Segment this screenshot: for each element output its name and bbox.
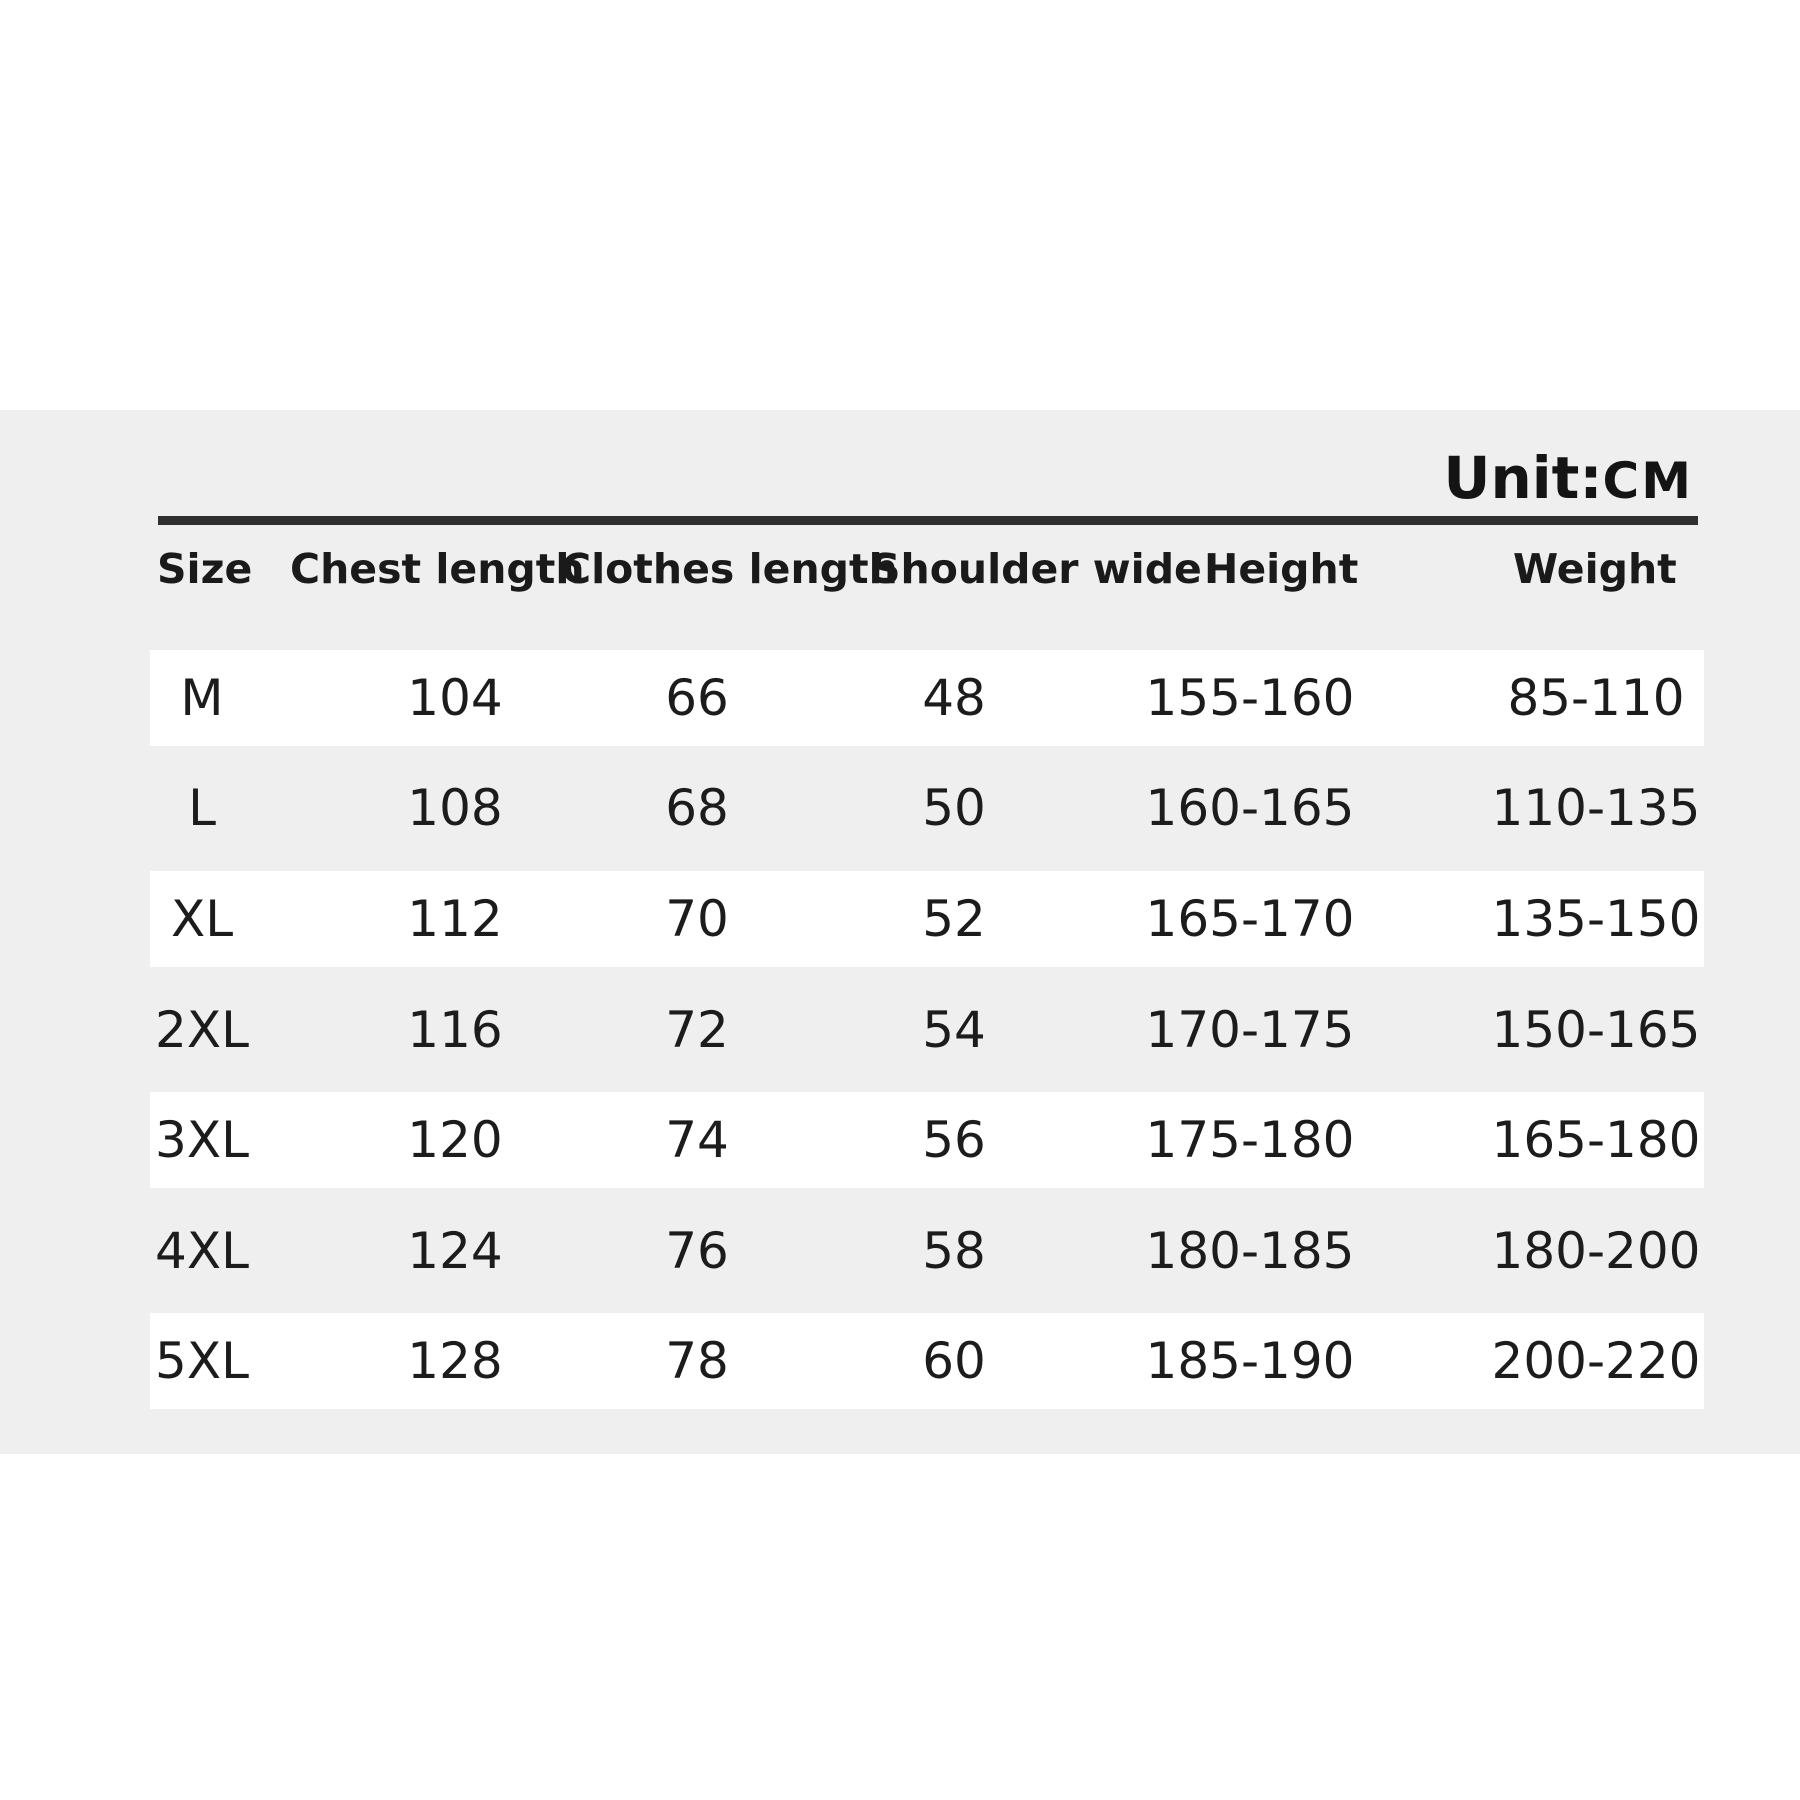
- cell-weight: 200-220: [1491, 1332, 1701, 1390]
- column-header-chest-length: Chest length: [290, 545, 585, 593]
- cell-weight: 135-150: [1491, 890, 1701, 948]
- unit-label: Unit:: [1443, 444, 1603, 512]
- cell-size: 4XL: [155, 1222, 249, 1280]
- cell-clothes-length: 70: [665, 890, 729, 948]
- cell-height: 165-170: [1145, 890, 1355, 948]
- table-row: [150, 1203, 1704, 1299]
- cell-clothes-length: 74: [665, 1111, 729, 1169]
- cell-clothes-length: 66: [665, 669, 729, 727]
- cell-weight: 165-180: [1491, 1111, 1701, 1169]
- cell-size: L: [188, 779, 216, 837]
- cell-size: 3XL: [155, 1111, 249, 1169]
- cell-shoulder-wide: 48: [922, 669, 986, 727]
- cell-size: M: [180, 669, 224, 727]
- cell-clothes-length: 78: [665, 1332, 729, 1390]
- table-row: [150, 650, 1704, 746]
- column-header-shoulder-wide: Shoulder wide: [871, 545, 1202, 593]
- cell-clothes-length: 72: [665, 1001, 729, 1059]
- cell-size: 2XL: [155, 1001, 249, 1059]
- table-row: [150, 871, 1704, 967]
- cell-chest-length: 112: [407, 890, 503, 948]
- cell-chest-length: 120: [407, 1111, 503, 1169]
- table-row: [150, 1092, 1704, 1188]
- cell-height: 170-175: [1145, 1001, 1355, 1059]
- table-header: [0, 545, 1800, 611]
- cell-shoulder-wide: 56: [922, 1111, 986, 1169]
- cell-height: 185-190: [1145, 1332, 1355, 1390]
- cell-chest-length: 128: [407, 1332, 503, 1390]
- cell-shoulder-wide: 60: [922, 1332, 986, 1390]
- cell-clothes-length: 76: [665, 1222, 729, 1280]
- cell-chest-length: 108: [407, 779, 503, 837]
- cell-height: 155-160: [1145, 669, 1355, 727]
- column-header-weight: Weight: [1513, 545, 1677, 593]
- cell-shoulder-wide: 50: [922, 779, 986, 837]
- cell-shoulder-wide: 58: [922, 1222, 986, 1280]
- column-header-height: Height: [1204, 545, 1359, 593]
- cell-size: XL: [170, 890, 234, 948]
- cell-shoulder-wide: 54: [922, 1001, 986, 1059]
- cell-chest-length: 124: [407, 1222, 503, 1280]
- unit-value: CM: [1602, 452, 1693, 510]
- cell-weight: 180-200: [1491, 1222, 1701, 1280]
- table-row: [150, 760, 1704, 856]
- cell-weight: 150-165: [1491, 1001, 1701, 1059]
- unit-indicator: [1443, 444, 1693, 512]
- header-divider: [158, 516, 1698, 525]
- cell-chest-length: 104: [407, 669, 503, 727]
- cell-clothes-length: 68: [665, 779, 729, 837]
- cell-height: 175-180: [1145, 1111, 1355, 1169]
- cell-height: 160-165: [1145, 779, 1355, 837]
- column-header-size: Size: [157, 545, 253, 593]
- cell-height: 180-185: [1145, 1222, 1355, 1280]
- cell-weight: 85-110: [1507, 669, 1685, 727]
- cell-weight: 110-135: [1491, 779, 1701, 837]
- column-header-clothes-length: Clothes length: [561, 545, 898, 593]
- cell-shoulder-wide: 52: [922, 890, 986, 948]
- table-row: [150, 1313, 1704, 1409]
- cell-size: 5XL: [155, 1332, 249, 1390]
- table-row: [150, 982, 1704, 1078]
- cell-chest-length: 116: [407, 1001, 503, 1059]
